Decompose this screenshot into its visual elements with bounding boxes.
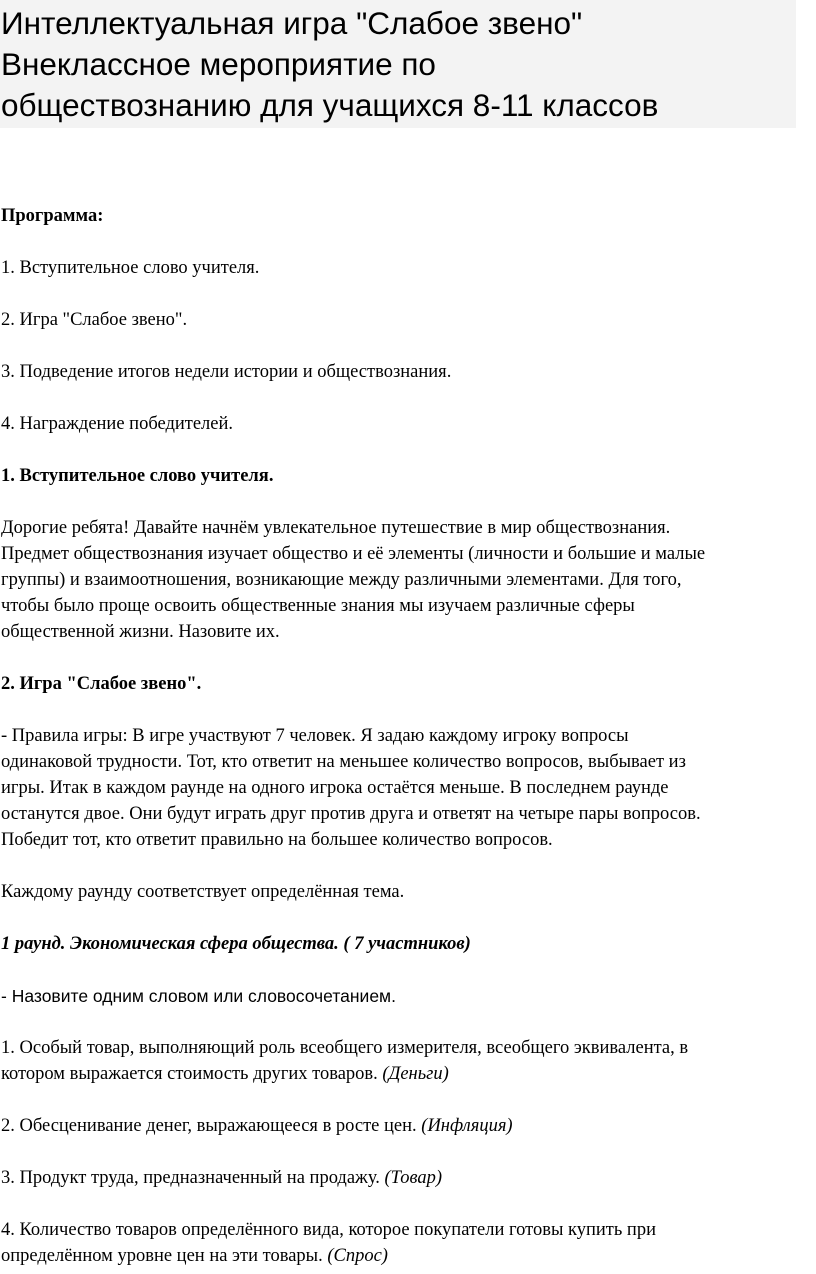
question-answer: (Инфляция) (421, 1116, 513, 1136)
question-text-line (1, 1165, 801, 1191)
text-line: останутся двое. Они будут играть друг против друга и ответят на четыре пары вопросов. (1, 804, 701, 824)
question-text: 1. Особый товар, выполняющий роль всеобщего измерителя, всеобщего эквивалента, в (1, 1038, 689, 1058)
document-title (0, 0, 796, 128)
title-line-2: Внеклассное мероприятие по (1, 46, 436, 82)
round1-title: 1 раунд. Экономическая сфера общества. ( 7 участников) (1, 934, 471, 954)
question-text: 2. Обесценивание денег, выражающееся в росте цен. (1, 1116, 422, 1136)
program-heading: Программа: (1, 206, 104, 226)
question-answer: (Спрос) (327, 1246, 388, 1266)
program-item: 4. Награждение победителей. (1, 414, 234, 434)
question-item (1, 1217, 801, 1269)
text-line: - Правила игры: В игре участвуют 7 человек. Я задаю каждому игроку вопросы (1, 726, 629, 746)
text-line: Дорогие ребята! Давайте начнём увлекательное путешествие в мир обществознания. (1, 518, 671, 538)
question-text-line (1, 1113, 801, 1139)
title-line-3: обществознанию для учащихся 8-11 классов (1, 87, 659, 123)
text-line: общественной жизни. Назовите их. (1, 622, 280, 642)
question-text: 3. Продукт труда, предназначенный на продажу. (1, 1168, 385, 1188)
program-item: 1. Вступительное слово учителя. (1, 258, 260, 278)
text-line: игры. Итак в каждом раунде на одного игрока остаётся меньше. В последнем раунде (1, 778, 669, 798)
question-text-line (1, 1061, 801, 1087)
program-item: 2. Игра "Слабое звено". (1, 310, 188, 330)
question-text-line (1, 1243, 801, 1269)
text-line: Предмет обществознания изучает общество и её элементы (личности и большие и малые (1, 544, 706, 564)
question-item (1, 1035, 801, 1087)
document-body (1, 203, 801, 1269)
question-text: 4. Количество товаров определённого вида, которое покупатели готовы купить при (1, 1220, 656, 1240)
question-text: котором выражается стоимость других товаров. (1, 1064, 383, 1084)
rules-paragraph (1, 723, 801, 853)
section2-heading: 2. Игра "Слабое звено". (1, 674, 202, 694)
title-line-1: Интеллектуальная игра "Слабое звено" (1, 5, 583, 41)
text-line: Победит тот, кто ответит правильно на большее количество вопросов. (1, 830, 553, 850)
round1-instruction: - Назовите одним словом или словосочетанием. (1, 986, 396, 1006)
program-item: 3. Подведение итогов недели истории и обществознания. (1, 362, 452, 382)
text-line: группы) и взаимоотношения, возникающие между различными элементами. Для того, (1, 570, 682, 590)
question-answer: (Деньги) (382, 1064, 449, 1084)
question-item (1, 1165, 801, 1191)
text-line: чтобы было проще освоить общественные знания мы изучаем различные сферы (1, 596, 635, 616)
question-item (1, 1113, 801, 1139)
question-answer: (Товар) (384, 1168, 443, 1188)
text-line: одинаковой трудности. Тот, кто ответит на меньшее количество вопросов, выбывает из (1, 752, 686, 772)
section1-paragraph (1, 515, 801, 645)
question-text: определённом уровне цен на эти товары. (1, 1246, 328, 1266)
theme-note: Каждому раунду соответствует определённая тема. (1, 882, 405, 902)
section1-heading: 1. Вступительное слово учителя. (1, 466, 274, 486)
